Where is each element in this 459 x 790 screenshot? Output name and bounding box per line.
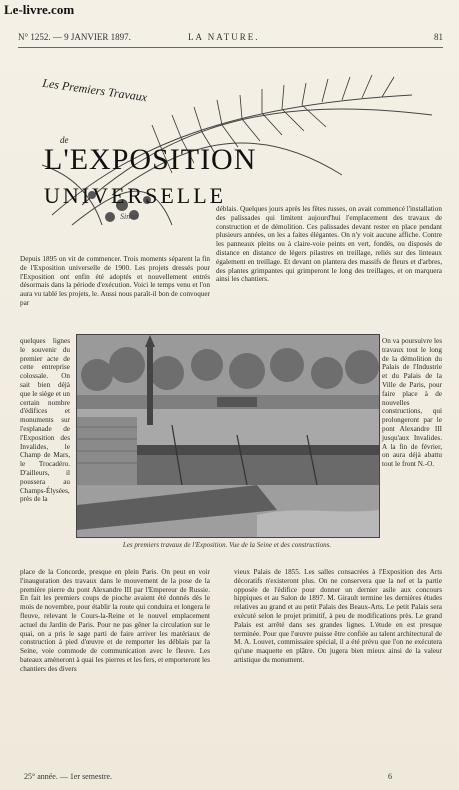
- article-text-right-narrow: On va poursuivre les travaux tout le long de la démolition du Palais de l'Industrie et du Palais de la Ville de Paris, pour faire place à de nouvelles constructions, qui prolongeront par le pont Alexandre III jusqu'aux Invalides. A la fin de février, on aura déjà abattu tout le front N.-O.: [382, 337, 442, 469]
- footer-signature-number: 6: [388, 772, 392, 781]
- engraving-figure: [76, 334, 380, 538]
- article-text-left-bottom: place de la Concorde, presque en plein Paris. On peut en voir l'inauguration des travaux dans le mouvement de la pose de la première pierre du pont Alexandre III par l'Empereur de Russie. En fait les premiers coups de pioche avaient été donnés dès le mois de novembre, pour établir la route qui conduira et longera le fleuve, relevant le Cours-la-Reine et le nouvel emplacement actuel du Jardin de Paris. Pour ne pas gêner la circulation sur le quai, on a pris le sage parti de faire arriver les matériaux de construction à pied d'œuvre et de remporter les déblais par la Seine, voie commode de communication avec le fleuve. Les bateaux amèneront à quai les pierres et les fers, et emporteront les chantiers des divers: [20, 568, 210, 673]
- illustrator-signature: Sinon: [120, 212, 139, 221]
- watermark: Le-livre.com: [4, 2, 75, 17]
- title-main: [44, 143, 442, 211]
- title-de: de: [60, 135, 69, 145]
- page-header: [18, 32, 443, 46]
- footer-volume: 25° année. — 1er semestre.: [24, 772, 113, 781]
- title-exposition: L'EXPOSITION: [44, 143, 257, 176]
- article-text-right-top: déblais. Quelques jours après les fêtes russes, on avait commencé l'installation des palissades qui limitent aujourd'hui l'emplacement des travaux de construction et de démolition. Ces palissades devant rester en place pendant plusieurs années, on les a faites élégantes. On n'y voit aucune affiche. Contre les panneaux pleins ou à claire-voie peints en vert, fondés, ou disposés de distance en distance de légers pilastres en treillage, reliés sur des linteaux également en treillage. Et devant on plantera des massifs de fleurs et d'arbres, des plantes grimpantes qui grimperont le long des treillages, et on marquera ainsi les chantiers.: [216, 205, 442, 284]
- header-journal-title: LA NATURE.: [188, 32, 260, 42]
- title-universelle: UNIVERSELLE: [44, 183, 227, 208]
- header-page-number: 81: [434, 32, 443, 42]
- header-rule: [18, 47, 443, 48]
- article-text-left-narrow: quelques lignes le souvenir du premier acte de cette entreprise colossale. On sait bien déjà que le siège et un certain nombre d'édifices et monuments sur l'esplanade de l'Exposition des Invalides, le Champ de Mars, le Trocadéro. D'ailleurs, il poussera au Champs-Élysées, près de la: [20, 337, 70, 504]
- header-issue-date: N° 1252. — 9 JANVIER 1897.: [18, 32, 131, 42]
- title-small-script: Les Premiers Travaux: [41, 75, 149, 105]
- construction-site-illustration: [77, 335, 379, 537]
- article-text-right-bottom: vieux Palais de 1855. Les salles consacrées à l'Exposition des Arts décoratifs n'existeront plus. On ne conservera que la nef et la partie opposée de l'édifice pour donner un dernier asile aux concours hippiques et au Salon de 1897. M. Girault termine les dernières études relatives au grand et au petit Palais des Beaux-Arts. Le petit Palais sera exécuté selon le projet primitif, à peu de modifications près. Le grand Palais est arrêté dans ses grandes lignes. L'étude en est presque terminée. Pour que l'œuvre puisse être confiée au talent architectural de M. A. Louvet, commissaire spécial, il a été prévu que l'on ne exécutera qu'une maquette en plâtre. On jugera bien mieux ainsi de la valeur artistique du monument.: [234, 568, 442, 664]
- figure-caption: Les premiers travaux de l'Exposition. Vue de la Seine et des constructions.: [122, 541, 332, 549]
- article-text-left-intro: Depuis 1895 on vit de commencer. Trois moments séparent la fin de l'Exposition universelle de 1900. Les projets dressés pour l'Exposition ont enfin été adoptés et nouvellement entrés désormais dans la période d'exécution. Voici le temps venu et l'on aura vu tablé les projets, le. Aussi nous paraît-il bon de convoquer par: [20, 255, 210, 307]
